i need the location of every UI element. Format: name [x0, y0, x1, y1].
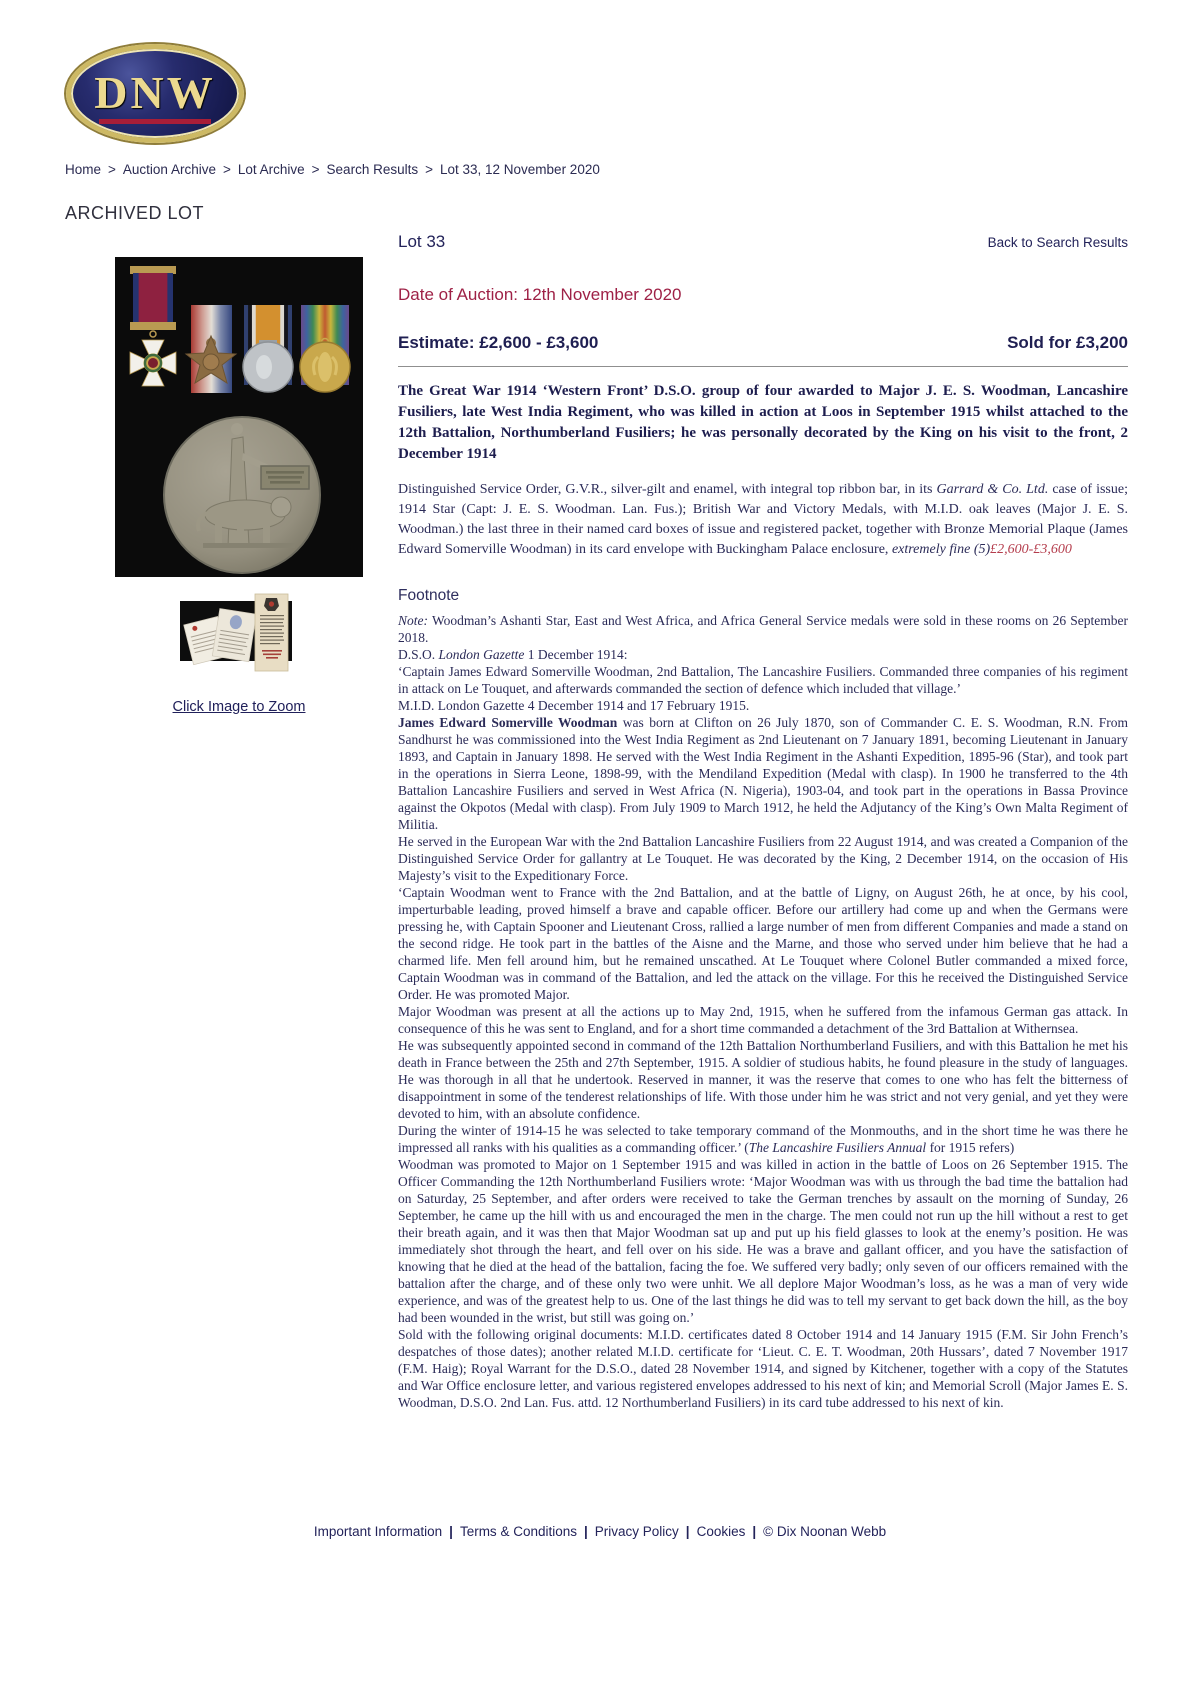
lot-details — [398, 232, 1128, 1411]
breadcrumb-item[interactable]: Auction Archive — [122, 162, 216, 177]
footnote-paragraph — [398, 612, 1128, 646]
lot-header-row — [398, 232, 1128, 252]
text-segment: case of issue; 1914 Star (Capt: J. E. S. Woodman. Lan. Fus.); British War and Victory Medals, with M.I.D. oak leaves (Major J. E. S. Woodman.) the last three in their named card boxes of issue and registered packet, together with Bronze Memorial Plaque (James Edward Somerville Woodman) in its card envelope with Buckingham Palace enclosure, — [398, 482, 1128, 557]
breadcrumb-separator: > — [222, 162, 231, 177]
text-segment: £2,600-£3,600 — [990, 542, 1072, 557]
footnote-paragraph — [398, 1326, 1128, 1411]
text-segment: He was subsequently appointed second in command of the 12th Battalion Northumberland Fusiliers, and with this Battalion he met his death in France between the 25th and 27th September, 1915. A soldier of studious habits, he found pleasure in the study of languages. He was thorough in all that he undertook. Reserved in manner, it was the reserve that comes to one who has felt the bitterness of disappointment in some of the tenderest relationships of life. With those under him he was strict and not very genial, and yet they were devoted to him, with an absolute confidence. — [398, 1038, 1128, 1121]
footer-link[interactable]: Important Information — [313, 1524, 443, 1539]
footer-separator: | — [685, 1524, 690, 1539]
text-segment: for 1915 refers) — [926, 1140, 1015, 1155]
footer — [0, 1524, 1200, 1539]
footnote-paragraph — [398, 1003, 1128, 1037]
footer-separator: | — [752, 1524, 757, 1539]
text-segment: M.I.D. London Gazette 4 December 1914 and 17 February 1915. — [398, 698, 750, 713]
footnote-paragraph — [398, 884, 1128, 1003]
footnote-paragraph — [398, 646, 1128, 663]
text-segment: D.S.O. — [398, 647, 439, 662]
text-segment: London Gazette — [438, 647, 525, 662]
text-segment: Woodman was promoted to Major on 1 September 1915 and was killed in action in the battle of Loos on 26 September 1915. The Officer Commanding the 12th Northumberland Fusiliers wrote: ‘Major Woodman was with us through the bad time the battalion had on Saturday, 25 September, and after orders were received to take the German trenches by assault on the morning of Sunday, 26 September, he came up the hill with us and encouraged the men in the charge. The men could not run up the hill without a rest to get their breath again, and it was then that Major Woodman sat up and put up his field glasses to look at the enemy’s position. He was immediately shot through the heart, and fell over on his side. He was a brave and gallant officer, and you have the satisfaction of knowing that he died at the head of the battalion, facing the foe. We suffered very badly; only seven of our officers remained with the battalion after the charge, and of these only two were unhit. We all deplore Major Woodman’s loss, as he was a man of very wide experience, and was of the greatest help to us. One of the last things he did was to tell my servant to get back down the hill, as the boy had been wounded in the wrist, but still was going on.’ — [398, 1157, 1128, 1325]
victory-medal — [300, 305, 350, 392]
british-war-medal — [243, 305, 293, 392]
text-segment: Sold with the following original documents: M.I.D. certificates dated 8 October 1914 and 14 January 1915 (F.M. Sir John French’s despatches of those dates); another related M.I.D. certificate for ‘Lieut. C. E. T. Woodman, 20th Hussars’, dated 7 November 1917 (F.M. Haig); Royal Warrant for the D.S.O., dated 28 November 1914, and signed by Kitchener, together with a copy of the Statutes and War Office enclosure letter, and various registered envelopes addressed to his next of kin; and Memorial Scroll (Major James E. S. Woodman, D.S.O. 2nd Lan. Fus. attd. 12 Northumberland Fusiliers) in its card tube addressed to his next of kin. — [398, 1327, 1128, 1410]
estimate-row — [398, 333, 1128, 353]
text-segment: Note: — [398, 613, 428, 628]
footnote-paragraph — [398, 1122, 1128, 1156]
footnote-heading: Footnote — [398, 587, 460, 604]
estimate-value: Estimate: £2,600 - £3,600 — [398, 333, 599, 352]
back-to-search-results-link[interactable]: Back to Search Results — [987, 235, 1128, 250]
dnw-logo[interactable] — [66, 44, 244, 143]
footer-link[interactable]: Terms & Conditions — [459, 1524, 577, 1539]
letter-document-2 — [212, 608, 256, 661]
lot-number: Lot 33 — [398, 232, 446, 251]
text-segment: ‘Captain Woodman went to France with the 2nd Battalion, and at the battle of Ligny, on August 26th, he at once, by his cool, imperturbable leading, proved himself a brave and capable officer. Before our artillery had come up and when the Germans were pressing he, with Captain Spooner and Lieutenant Cross, rallied a large number of men from different Companies and made a stand on the second ridge. He took part in the battles of the Aisne and the Marne, and those who served under him believe that he had a charmed life. Men fell around him, but he remained unscathed. At Le Touquet where Colonel Butler commanded a mixed force, Captain Woodman was in command of the Battalion, and led the attack on the village. For this he received the Distinguished Service Order. He was promoted Major. — [398, 885, 1128, 1002]
lot-description — [398, 480, 1128, 560]
footnote-paragraph — [398, 697, 1128, 714]
memorial-plaque — [164, 417, 320, 573]
footnote-paragraph — [398, 1037, 1128, 1122]
dnw-logo-text: DNW — [94, 66, 216, 118]
page-title: ARCHIVED LOT — [65, 203, 205, 223]
lot-title: The Great War 1914 ‘Western Front’ D.S.O. group of four awarded to Major J. E. S. Woodman, Lancashire Fusiliers, late West India Regiment, who was killed in action at Loos in September 1915 whilst attached to the 12th Battalion, Northumberland Fusiliers; he was personally decorated by the King on his visit to the front, 2 December 1914 — [398, 383, 1128, 462]
breadcrumb — [65, 162, 600, 177]
breadcrumb-item: Lot 33, 12 November 2020 — [439, 162, 600, 177]
text-segment: James Edward Somerville Woodman — [398, 715, 618, 730]
text-segment: Woodman’s Ashanti Star, East and West Africa, and Africa General Service medals were sold in these rooms on 26 September 2018. — [398, 613, 1128, 645]
documents-photo — [178, 592, 302, 673]
text-segment: was born at Clifton on 26 July 1870, son of Commander C. E. S. Woodman, R.N. From Sandhurst he was commissioned into the West India Regiment as 2nd Lieutenant on 7 January 1891, becoming Lieutenant in January 1893, and Captain in January 1898. He served with the West India Regiment in the Ashanti Expedition, 1895-96 (Star), and took part in the operations in Sierra Leone, 1898-99, with the Mendiland Expedition (Medal with clasp). In 1900 he transferred to the 4th Battalion Lancashire Fusiliers and served in West Africa (N. Nigeria), 1903-04, and took part in the operations in Bassa Province against the Okpotos (Medal with clasp). From July 1909 to March 1912, he held the Adjutancy of the King’s Own Malta Regiment of Militia. — [398, 715, 1129, 832]
text-segment: During the winter of 1914-15 he was selected to take temporary command of the Monmouths, and in the short time he was there he impressed all ranks with his qualities as a commanding officer.’ ( — [398, 1123, 1128, 1155]
footnote-paragraph — [398, 663, 1128, 697]
breadcrumb-item[interactable]: Home — [65, 162, 102, 177]
medal-group-photo — [115, 257, 363, 577]
star-1914-medal — [186, 305, 236, 393]
text-segment: extremely fine (5) — [891, 542, 991, 557]
text-segment: He served in the European War with the 2nd Battalion Lancashire Fusiliers from 22 August 1914, and was created a Companion of the Distinguished Service Order for gallantry at Le Touquet. He was decorated by the King, 2 December 1914, on the occasion of His Majesty’s visit to the Expeditionary Force. — [398, 834, 1128, 883]
breadcrumb-separator: > — [425, 162, 433, 177]
text-segment: Distinguished Service Order, G.V.R., silver-gilt and enamel, with integral top ribbon bar, in its — [398, 482, 937, 497]
footnote-body — [398, 612, 1128, 1411]
footer-link[interactable]: Privacy Policy — [594, 1524, 679, 1539]
dnw-logo-oval — [66, 44, 244, 143]
text-segment: 1 December 1914: — [524, 647, 628, 662]
dso-medal — [130, 266, 176, 386]
lot-thumbnail[interactable] — [178, 592, 302, 673]
divider — [398, 366, 1128, 367]
footer-separator: | — [583, 1524, 588, 1539]
text-segment: Major Woodman was present at all the actions up to May 2nd, 1915, when he suffered from the infamous German gas attack. In consequence of this he was sent to England, and for a short time commanded a detachment of the 3rd Battalion at Withernsea. — [398, 1004, 1128, 1036]
footer-link[interactable]: Cookies — [696, 1524, 746, 1539]
breadcrumb-separator: > — [108, 162, 116, 177]
dnw-logo-underline — [99, 119, 211, 124]
text-segment: ‘Captain James Edward Somerville Woodman, 2nd Battalion, The Lancashire Fusiliers. Commanded three companies of his regiment in attack on Le Touquet, and afterwards commanded the section of defence which included that village.’ — [398, 664, 1128, 696]
name-tablet — [261, 466, 309, 489]
footnote-paragraph — [398, 833, 1128, 884]
footnote-paragraph — [398, 1156, 1128, 1326]
breadcrumb-item[interactable]: Lot Archive — [237, 162, 305, 177]
lot-image[interactable] — [115, 257, 363, 577]
breadcrumb-separator: > — [311, 162, 320, 177]
memorial-scroll — [255, 594, 288, 671]
footnote-paragraph — [398, 714, 1128, 833]
text-segment: The Lancashire Fusiliers Annual — [748, 1140, 927, 1155]
footer-separator: | — [449, 1524, 453, 1539]
auction-date: Date of Auction: 12th November 2020 — [398, 285, 682, 304]
sold-for-value: Sold for £3,200 — [1007, 333, 1128, 352]
breadcrumb-item[interactable]: Search Results — [326, 162, 419, 177]
text-segment: Garrard & Co. Ltd. — [936, 482, 1049, 497]
click-image-to-zoom-link[interactable]: Click Image to Zoom — [172, 699, 306, 715]
footer-copyright: © Dix Noonan Webb — [763, 1524, 887, 1539]
